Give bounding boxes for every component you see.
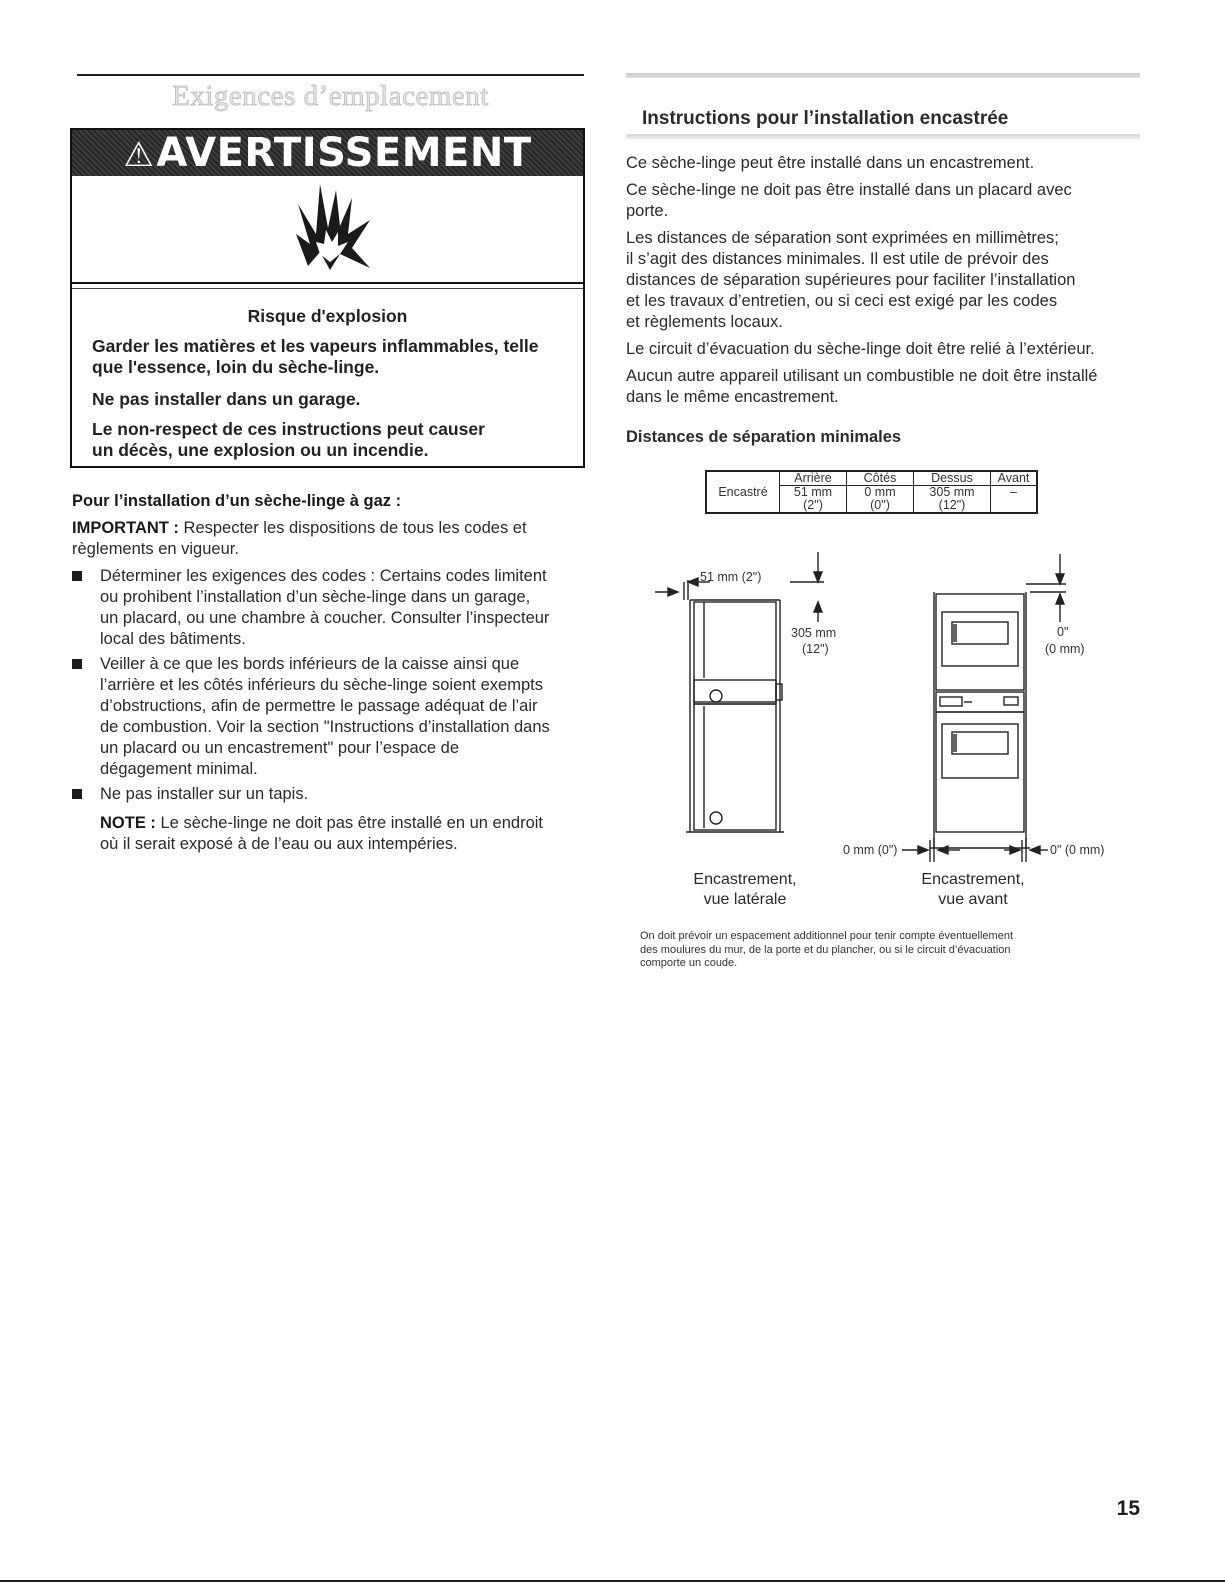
table-header-cell: Côtés (847, 471, 914, 486)
section-top-rule (77, 74, 584, 76)
bottom-rule (0, 1580, 1225, 1582)
table-cell: 0 mm (0") (847, 486, 914, 514)
footnote-line-2: des moulures du mur, de la porte et du plancher, ou si le circuit d’évacuation (640, 943, 1011, 956)
important-label: IMPORTANT : (72, 519, 179, 537)
table-header-cell: Avant (991, 471, 1038, 486)
bullet-3: Ne pas installer sur un tapis. (100, 785, 309, 803)
bullet-2-line-3: d’obstructions, afin de permettre le passage adéquat de l’air (100, 697, 538, 715)
recess-p4: Le circuit d’évacuation du sèche-linge doit être relié à l’extérieur. (626, 340, 1095, 358)
recess-p1: Ce sèche-linge peut être installé dans un encastrement. (626, 154, 1035, 172)
page-number: 15 (1116, 1497, 1140, 1520)
bullet-2-line-1: Veiller à ce que les bords inférieurs de la caisse ainsi que (100, 655, 520, 673)
recess-p5-line-1: Aucun autre appareil utilisant un combustible ne doit être installé (626, 367, 1098, 385)
recess-p3-line-5: et règlements locaux. (626, 313, 783, 331)
footnote-line-1: On doit prévoir un espacement additionnel pour tenir compte éventuellement (640, 930, 1014, 942)
table-header-cell (706, 471, 780, 486)
recess-p2-line-1: Ce sèche-linge ne doit pas être installé dans un placard avec (626, 181, 1072, 199)
clearance-table (705, 470, 1038, 514)
front-bottom-arrows (900, 836, 1050, 864)
recess-p3-line-4: et les travaux d’entretien, ou si ceci est exigé par les codes (626, 292, 1058, 310)
note-label: NOTE : (100, 814, 156, 832)
front-view-diagram (920, 552, 1080, 862)
important-line-1 (72, 518, 590, 539)
explosion-icon (290, 182, 374, 272)
top-clearance-mm: 305 mm (791, 626, 837, 640)
warning-line-1a: Garder les matières et les vapeurs inflammables, telle (92, 336, 539, 356)
footnote-line-3: comporte un coude. (640, 957, 738, 969)
front-top-clearance-in: 0" (1057, 625, 1069, 639)
recess-p3-line-2: il s’agit des distances minimales. Il est utile de prévoir des (626, 250, 1049, 268)
table-cell: 51 mm (2") (780, 486, 847, 514)
table-header-row (706, 471, 1037, 486)
bullet-1-line-4: local des bâtiments. (100, 630, 246, 648)
bullet-2-line-4: de combustion. Voir la section "Instructions d’installation dans (100, 718, 550, 736)
bullet-2-line-2: l’arrière et les côtés inférieurs du sèche-linge soient exempts (100, 676, 543, 694)
gas-heading: Pour l’installation d’un sèche-linge à gaz : (72, 492, 402, 510)
table-cell: 305 mm (12") (914, 486, 991, 514)
top-clearance-in: (12") (802, 642, 829, 656)
front-view-caption-2: vue avant (938, 891, 1008, 908)
bullet-1-line-1: Déterminer les exigences des codes : Certains codes limitent (100, 567, 547, 585)
front-view-caption-1: Encastrement, (921, 871, 1025, 888)
bullet-square-icon (72, 571, 82, 581)
warning-line-3b: un décès, une explosion ou un incendie. (92, 440, 429, 460)
recess-p3-line-1: Les distances de séparation sont exprimées en millimètres; (626, 229, 1059, 247)
warning-triangle-icon: ⚠ (123, 135, 155, 175)
recess-heading: Instructions pour l’installation encastrée (642, 108, 1009, 129)
footnote (640, 930, 1110, 971)
important-line-2: règlements en vigueur. (72, 540, 239, 558)
note-line-2: où il serait exposé à de l’eau ou aux intempéries. (100, 835, 458, 853)
bullet-1-line-3: un placard, ou une chambre à coucher. Consulter l’inspecteur (100, 609, 550, 627)
bullet-1-line-2: ou prohibent l’installation d’un sèche-linge dans un garage, (100, 588, 531, 606)
warning-line-1b: que l'essence, loin du sèche-linge. (92, 357, 380, 377)
table-header-cell: Dessus (914, 471, 991, 486)
warning-hazard: Risque d'explosion (247, 306, 408, 326)
recess-p3-line-3: distances de séparation supérieures pour faciliter l’installation (626, 271, 1076, 289)
clearance-subheading: Distances de séparation minimales (626, 428, 902, 446)
warning-divider-thin (72, 288, 583, 289)
warning-line-3a: Le non-respect de ces instructions peut causer (92, 419, 485, 439)
bullet-square-icon (72, 659, 82, 669)
side-view-diagram (650, 550, 850, 850)
note-line-1 (100, 813, 590, 834)
side-view-caption-2: vue latérale (703, 891, 787, 908)
warning-box (70, 128, 585, 468)
section-title: Exigences d’emplacement (172, 80, 489, 112)
note-text: Le sèche-linge ne doit pas être installé en un endroit (155, 814, 544, 832)
bullet-2-line-6: dégagement minimal. (100, 760, 258, 778)
side-view-caption-1: Encastrement, (693, 871, 797, 888)
side-gap-label: 51 mm (2") (700, 570, 762, 584)
bullet-2-line-5: un placard ou un encastrement" pour l’espace de (100, 739, 460, 757)
warning-title-text: AVERTISSEMENT (156, 130, 532, 176)
table-row-label: Encastré (706, 486, 780, 514)
bullet-square-icon (72, 789, 82, 799)
table-row (706, 486, 1037, 514)
right-top-rule (626, 73, 1140, 78)
front-top-clearance-mm: (0 mm) (1045, 642, 1085, 656)
right-heading-rule (626, 134, 1140, 139)
front-left-clearance: 0 mm (0") (843, 843, 898, 857)
recess-p2-line-2: porte. (626, 202, 669, 220)
table-header-cell: Arrière (780, 471, 847, 486)
front-right-clearance: 0" (0 mm) (1050, 843, 1105, 857)
important-text: Respecter les dispositions de tous les codes et (178, 519, 527, 537)
warning-divider (72, 282, 583, 284)
table-cell: – (991, 486, 1038, 514)
recess-p5-line-2: dans le même encastrement. (626, 388, 839, 406)
warning-line-2: Ne pas installer dans un garage. (92, 389, 361, 409)
